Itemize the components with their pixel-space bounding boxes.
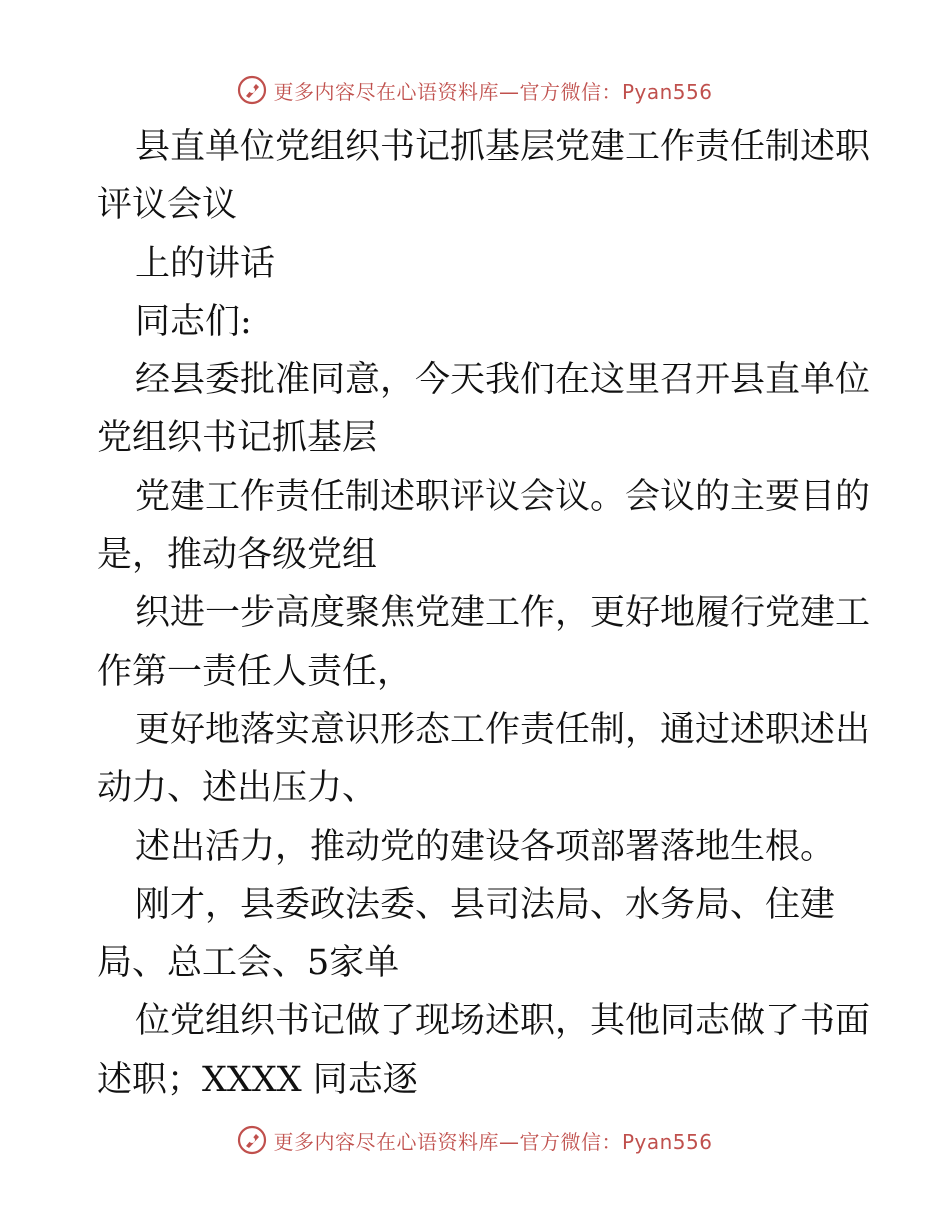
footer-watermark-banner [0, 1120, 950, 1160]
pen-circle-logo-icon [237, 75, 267, 105]
watermark-text: 更多内容尽在心语资料库—官方微信：Pyan556 [273, 1129, 713, 1154]
title-line-2: 评议会议 [97, 185, 238, 226]
paragraph-line: 经县委批准同意，今天我们在这里召开县直单位 [135, 360, 871, 401]
paragraph-line: 刚才，县委政法委、县司法局、水务局、住建 [135, 884, 836, 925]
watermark-text: 更多内容尽在心语资料库—官方微信：Pyan556 [273, 79, 713, 104]
paragraph-line: 述职；XXXX 同志逐 [97, 1059, 418, 1100]
paragraph-line: 党组织书记抓基层 [97, 418, 378, 459]
title-line-3: 上的讲话 [135, 243, 276, 284]
paragraph-line: 是，推动各级党组 [97, 535, 378, 576]
paragraph-line: 位党组织书记做了现场述职，其他同志做了书面 [135, 1001, 871, 1042]
salutation: 同志们: [135, 301, 252, 342]
paragraph-line: 局、总工会、5家单 [97, 943, 400, 984]
paragraph-line: 党建工作责任制述职评议会议。会议的主要目的 [135, 476, 871, 517]
paragraph-line: 作第一责任人责任， [97, 651, 413, 692]
document-body [97, 118, 871, 1109]
paragraph-line: 织进一步高度聚焦党建工作，更好地履行党建工 [135, 593, 871, 634]
pen-circle-logo-icon [237, 1125, 267, 1155]
title-line-1: 县直单位党组织书记抓基层党建工作责任制述职 [135, 127, 871, 167]
paragraph-line: 更好地落实意识形态工作责任制，通过述职述出 [135, 709, 871, 750]
header-watermark-banner [0, 70, 950, 110]
paragraph-line: 述出活力，推动党的建设各项部署落地生根。 [135, 826, 836, 867]
paragraph-line: 动力、述出压力、 [97, 768, 378, 809]
